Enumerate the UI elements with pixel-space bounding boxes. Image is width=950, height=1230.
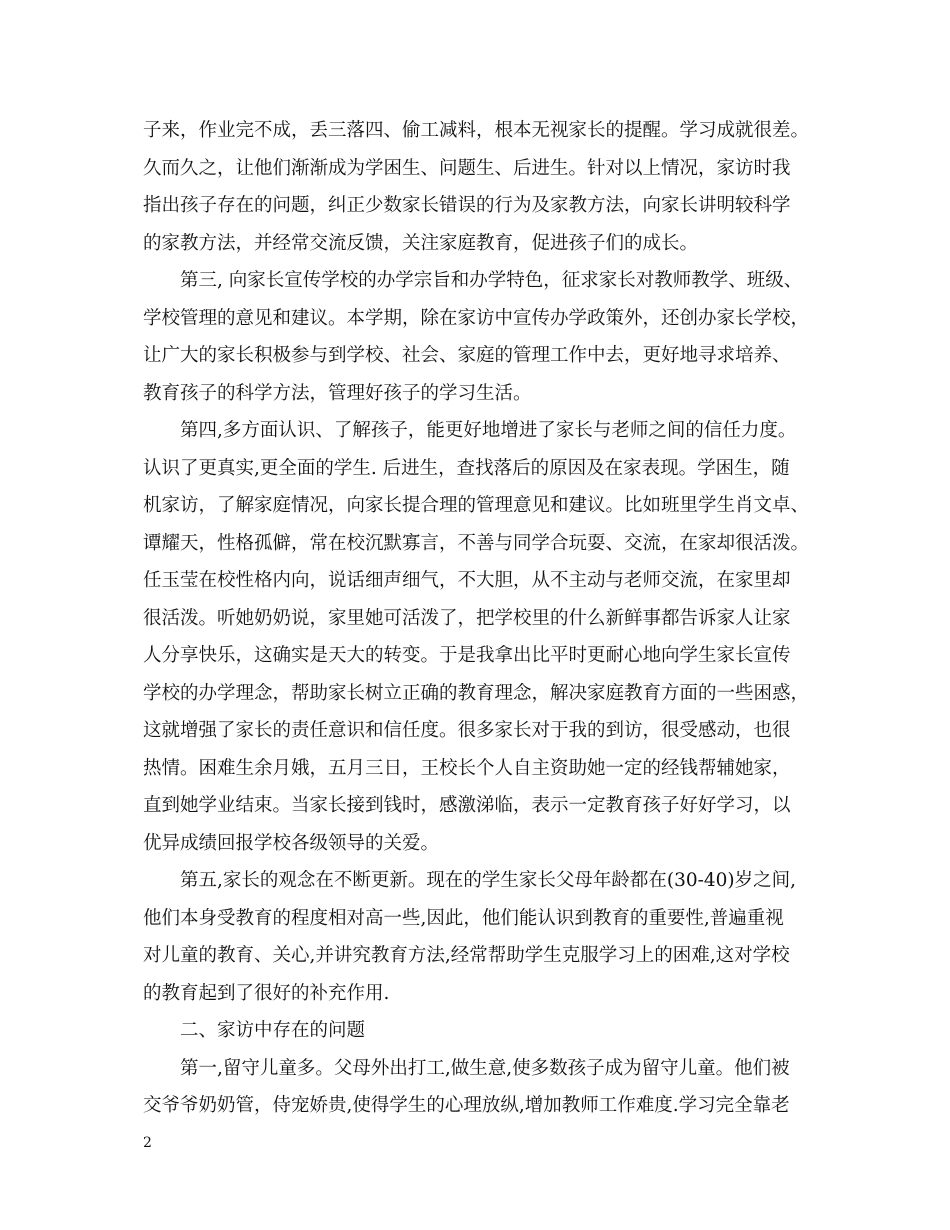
section-heading: 二、家访中存在的问题 — [143, 1020, 366, 1041]
text-line: 久而久之，让他们渐渐成为学困生、问题生、后进生。针对以上情况，家访时我 — [143, 157, 791, 179]
text-line: 谭耀天，性格孤僻，常在校沉默寡言，不善与同学合玩耍、交流，在家却很活泼。 — [143, 532, 810, 554]
text-line: 指出孩子存在的问题，纠正少数家长错误的行为及家教方法，向家长讲明较科学 — [143, 195, 791, 216]
text-line: 的教育起到了很好的补充作用. — [143, 982, 390, 1004]
text-line: 学校管理的意见和建议。本学期，除在家访中宣传办学政策外，还创办家长学校， — [143, 307, 810, 329]
text-line: 这就增强了家长的责任意识和信任度。很多家长对于我的到访，很受感动，也很 — [143, 720, 791, 741]
text-line: 任玉莹在校性格内向，说话细声细气，不大胆，从不主动与老师交流，在家里却 — [143, 570, 791, 591]
text-line: 人分享快乐，这确实是天大的转变。于是我拿出比平时更耐心地向学生家长宣传 — [143, 645, 791, 666]
text-line: 机家访，了解家庭情况，向家长提合理的管理意见和建议。比如班里学生肖文卓、 — [143, 495, 810, 516]
text-line: 教育孩子的科学方法，管理好孩子的学习生活。 — [143, 382, 532, 404]
text-line: 交爷爷奶奶管，侍宠娇贵,使得学生的心理放纵,增加教师工作难度.学习完全靠老 — [143, 1095, 790, 1116]
text-line: 第三, 向家长宣传学校的办学宗旨和办学特色，征求家长对教师教学、班级、 — [143, 270, 803, 291]
text-line: 热情。困难生余月娥，五月三日，王校长个人自主资助她一定的经钱帮辅她家， — [143, 757, 791, 779]
page-number: 2 — [143, 1135, 152, 1151]
text-line: 让广大的家长积极参与到学校、社会、家庭的管理工作中去，更好地寻求培养、 — [143, 345, 791, 366]
text-line: 优异成绩回报学校各级领导的关爱。 — [143, 832, 440, 854]
text-line: 对儿童的教育、关心,并讲究教育方法,经常帮助学生克服学习上的困难,这对学校 — [143, 945, 790, 966]
text-line: 第四,多方面认识、了解孩子，能更好地增进了家长与老师之间的信任力度。 — [143, 420, 797, 441]
body-text — [143, 112, 813, 1125]
text-line: 第一,留守儿童多。父母外出打工,做生意,使多数孩子成为留守儿童。他们被 — [143, 1057, 790, 1079]
text-line: 的家教方法，并经常交流反馈，关注家庭教育，促进孩子们的成长。 — [143, 232, 699, 254]
text-line: 他们本身受教育的程度相对高一些,因此，他们能认识到教育的重要性,普遍重视 — [143, 907, 784, 929]
text-line: 认识了更真实,更全面的学生. 后进生，查找落后的原因及在家表现。学困生，随 — [143, 457, 790, 479]
text-line: 很活泼。听她奶奶说，家里她可活泼了，把学校里的什么新鲜事都告诉家人让家 — [143, 607, 791, 629]
text-line: 第五,家长的观念在不断更新。现在的学生家长父母年龄都在(30-40)岁之间, — [143, 870, 797, 891]
text-line: 直到她学业结束。当家长接到钱时，感激涕临，表示一定教育孩子好好学习，以 — [143, 795, 791, 816]
text-line: 子来，作业完不成，丢三落四、偷工减料，根本无视家长的提醒。学习成就很差。 — [143, 120, 810, 141]
text-line: 学校的办学理念，帮助家长树立正确的教育理念，解决家庭教育方面的一些困惑， — [143, 682, 810, 704]
